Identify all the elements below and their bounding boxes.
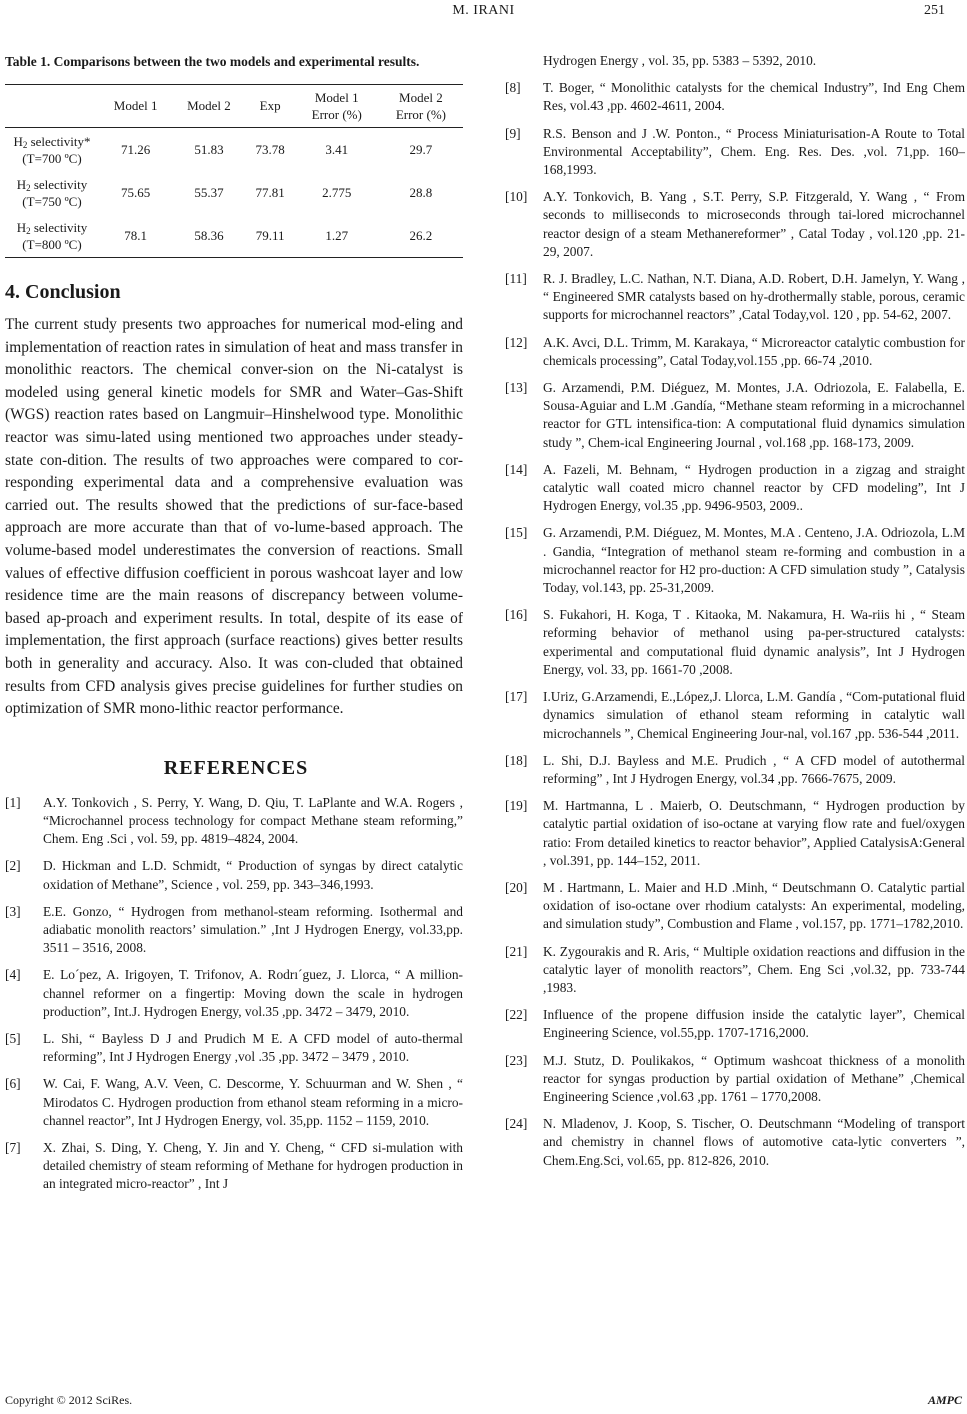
left-column [5,52,463,1203]
col-header: Model 1 Error (%) [311,90,362,122]
footer-journal: AMPC [927,1393,962,1407]
reference-list-left [5,794,463,1194]
reference-item: [16] S. Fukahori, H. Koga, T . Kitaoka, M. Nakamura, H. Wa-riis hi , “ Steam reforming behavior of methanol using pa-per-structured catalysts: experimental and computational fluid dynamic analysis”, Int J Hydrogen Energy, vol. 33, pp. 1661-70 ,2008. [505,607,965,677]
comparison-table [5,84,463,258]
table-cell: 75.65 [121,185,151,200]
table-cell: 77.81 [255,185,285,200]
table-cell: 2.775 [322,185,352,200]
page-number: 251 [924,3,945,18]
table-header-row [5,85,463,128]
table-row [5,214,463,258]
reference-item: [21] K. Zygourakis and R. Aris, “ Multiple oxidation reactions and diffusion in the catalytic layer of monolith reactors”, Chem. Eng Sci ,vol.32, pp. 733-744 ,1983. [505,943,965,995]
reference-item: [3] E.E. Gonzo, “ Hydrogen from methanol-steam reforming. Isothermal and adiabatic monolith reactors’ simulation.” ,Int J Hydrogen Energy, vol.33,pp. 3511 – 3516, 2008. [5,903,463,956]
table-cell: 55.37 [194,185,224,200]
reference-item: [20] M . Hartmann, L. Maier and H.D .Minh, “ Deutschmann O. Catalytic partial oxidation of iso-octane over rhodium catalysts: An experimental, modeling, and simulation study”, Combustion and Flame , vol.157, pp. 1771–1782,2010. [505,879,965,932]
reference-item: [22] Influence of the propene diffusion inside the catalytic layer”, Chemical Engineering Science, vol.55,pp. 1707-1716,2000. [505,1007,965,1041]
reference-item: [8] T. Boger, “ Monolithic catalysts for the chemical Industry”, Ind Eng Chem Res, vol.43 ,pp. 4602-4611, 2004. [505,80,965,114]
reference-item: [7] X. Zhai, S. Ding, Y. Cheng, Y. Jin and Y. Cheng, “ CFD si-mulation with detailed chemistry of steam reforming of Methane for hydrogen production in an integrated micro-reactor” , Int J [5,1139,463,1192]
table-cell: 58.36 [194,228,224,243]
reference-item: [4] E. Lo´pez, A. Irigoyen, T. Trifonov, A. Rodrı´guez, J. Llorca, “ A million-channel reformer on a fingertip: Moving down the scale in hydrogen production”, Int.J. Hydrogen Energy, vol.35 ,pp. 3472 – 3479, 2010. [5,967,463,1019]
reference-item: [6] W. Cai, F. Wang, A.V. Veen, C. Descorme, Y. Schuurman and W. Shen , “ Mirodatos C. Hydrogen production from ethanol steam reforming in a micro-channel reactor”, Int J Hydrogen Energy, vol. 35,pp. 1152 – 1159, 2010. [5,1076,463,1128]
table-cell: 71.26 [121,142,151,157]
col-header: Model 2 [187,98,231,113]
reference-item: [9] R.S. Benson and J .W. Ponton., “ Process Miniaturisation-A Route to Total Environmental Acceptability”, Chem. Eng. Res. Des. ,vol. 71,pp. 160–168,1993. [505,125,965,178]
table-cell: 3.41 [325,142,349,157]
footer-copyright: Copyright © 2012 SciRes. [5,1393,133,1407]
row-label: $H_2$ selectivity (T=800 ºC) [16,219,88,252]
reference-item: [23] M.J. Stutz, D. Poulikakos, “ Optimum washcoat thickness of a monolith reactor for syngas production by partial oxidation of Methane” ,Chemical Engineering Science ,vol.63 ,pp. 1761 – 1770,2008. [505,1052,965,1104]
table-row [5,171,463,214]
reference-item: [1] A.Y. Tonkovich , S. Perry, Y. Wang, D. Qiu, T. LaPlante and W.A. Rogers , “Microchannel process technology for compact Methane steam reforming,” Chem. Eng .Sci , vol. 59, pp. 4819–4824, 2004. [5,794,463,847]
reference-item: [18] L. Shi, D.J. Bayless and M.E. Prudich , “ A CFD model of autothermal reforming” , Int J Hydrogen Energy, vol.34 ,pp. 7666-7675, 2009. [505,752,965,786]
reference-item: [24] N. Mladenov, J. Koop, S. Tischer, O. Deutschmann “Modeling of transport and chemistry in channel flows of automotive cata-lytic converters ”, Chem.Eng.Sci, vol.65, pp. 812-826, 2010. [505,1116,965,1168]
col-header: Model 2 Error (%) [395,90,446,122]
reference-continuation: Hydrogen Energy , vol. 35, pp. 5383 – 5392, 2010. [543,53,817,68]
reference-item: [11] R. J. Bradley, L.C. Nathan, N.T. Diana, A.D. Robert, D.H. Jamelyn, Y. Wang , “ Engineered SMR catalysts based on hy-drothermally stable, porous, ceramic supports for microchannel reactors” ,Catal Today,vol. 120 , pp. 54-62, 2007. [505,271,965,323]
table-cell: 73.78 [255,142,285,157]
table-caption: Table 1. Comparisons between the two models and experimental results. [5,54,420,69]
col-header: Model 1 [113,98,158,113]
table-row [5,128,463,172]
section-title: 4. Conclusion [5,281,121,303]
reference-item: [14] A. Fazeli, M. Behnam, “ Hydrogen production in a zigzag and straight catalytic wall coated micro channel reactor by CFD modeling”, Int J Hydrogen Energy, vol.35 ,pp. 9496-9503, 2009.. [505,461,965,514]
reference-item: [15] G. Arzamendi, P.M. Diéguez, M. Montes, M.A . Centeno, J.A. Odriozola, L.M . Gandia, “Integration of methanol steam re-forming and combustion in a microchannel reactor for H2 pro-duction: A CFD simulation study ”, Catalysis Today, vol.143, pp. 25-31,2009. [505,525,965,596]
col-header: Exp [259,98,281,113]
references-heading: REFERENCES [163,756,309,779]
row-label: $H_2$ selectivity* (T=700 ºC) [13,133,91,166]
table-cell: 28.8 [409,185,433,200]
table-cell: 51.83 [194,142,224,157]
table-cell: 78.1 [124,228,148,243]
table-corner-cell [5,85,99,128]
row-label: $H_2$ selectivity (T=750 ºC) [16,176,88,209]
running-header-author: M. IRANI [452,3,515,18]
table-cell: 1.27 [325,228,349,243]
reference-item: [13] G. Arzamendi, P.M. Diéguez, M. Montes, J.A. Odriozola, E. Falabella, E. Sousa-Aguiar and L.M .Gandía, “Methane steam reforming in a microchannel reactor for GTL intensifica-tion: A computational fluid dynamics simulation study ”, Chem-ical Engineering Journal , vol.168 ,pp. 168-173, 2009. [505,380,965,450]
table-cell: 79.11 [255,228,285,243]
reference-item: [2] D. Hickman and L.D. Schmidt, “ Production of syngas by direct catalytic oxidation of Methane”, Science , vol. 259, pp. 343–346,1993. [5,858,463,892]
reference-item: [5] L. Shi, “ Bayless D J and Prudich M E. A CFD model of auto-thermal reforming”, Int J Hydrogen Energy ,vol .35 ,pp. 3472 – 3479 , 2010. [5,1030,463,1065]
reference-item: [19] M. Hartmanna, L . Maierb, O. Deutschmann, “ Hydrogen production by catalytic partial oxidation of iso-octane at varying flow rate and fuel/oxygen ratio: From detailed kinetics to reactor behavior”, Applied CatalysisA:General , vol.391, pp. 144–152, 2011. [505,798,965,868]
table-cell: 29.7 [409,142,433,157]
right-column [505,52,965,1179]
table-cell: 26.2 [409,228,433,243]
conclusion-paragraph: The current study presents two approaches for numerical mod-eling and implementation of reaction rates in simulation of heat and mass transfer in monolithic reactors. The chemical conver-sion on the Ni-catalyst is modeled using general kinetic models for SMR and Water–Gas-Shift (WGS) reaction rates based on Langmuir–Hinshelwood type. Monolithic reactor was simu-lated using mentioned two approaches under steady-state con-dition. The results of two approaches were compared to cor-responding experimental data and a comprehensive evaluation was carried out. The results showed that the predictions of sur-face-based approach are more accurate than that of vo-lume-based approach. The volume-based model underestimates the conversion of reactions. Small values of effective diffusion coefficient in porous washcoat layer and low residence time are the main reasons of discrepancy between volume-based ap-proach and experiment results. In total, despite of its ease of implementation, the first approach (surface reactions) gives better results both in generality and accuracy. Also. It was con-cluded that obtained results from CFD analysis gives precise guidelines for further studies on optimization of SMR mono-lithic reactor performance. [5,316,463,718]
reference-item: [10] A.Y. Tonkovich, B. Yang , S.T. Perry, S.P. Fitzgerald, Y. Wang , “ From seconds to milliseconds to microseconds through tai-lored microchannel reactor design of a steam Methanereformer” , Catal Today , vol.120 ,pp. 21-29, 2007. [505,189,965,259]
reference-item: [17] I.Uriz, G.Arzamendi, E.,López,J. Llorca, L.M. Gandía , “Com-putational fluid dynamics simulation of ethanol steam reforming in catalytic wall microchannels ”, Chemical Engineering Jour-nal, vol.167 ,pp. 536-544 ,2011. [505,689,965,741]
reference-item: [12] A.K. Avci, D.L. Trimm, M. Karakaya, “ Microreactor catalytic combustion for chemicals processing”, Catal Today,vol.155 ,pp. 66-74 ,2010. [505,334,965,368]
